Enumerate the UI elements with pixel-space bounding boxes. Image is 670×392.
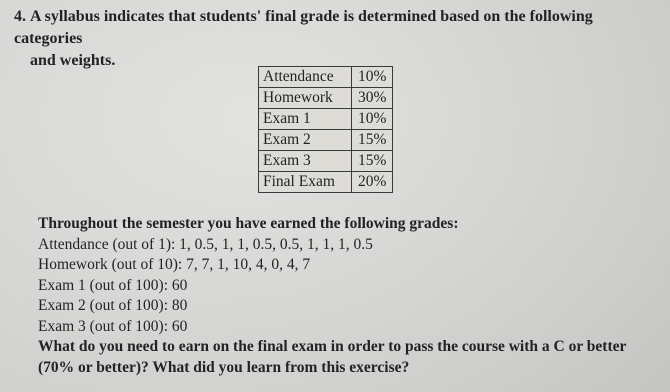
final-prompt-line2: (70% or better)? What did you learn from this exercise? xyxy=(38,358,410,376)
table-row xyxy=(259,172,393,193)
exam3-grade: Exam 3 (out of 100): 60 xyxy=(38,317,188,335)
question-text-line1: A syllabus indicates that students' final grade is determined based on the following categories xyxy=(14,8,593,47)
weight-cell: 30% xyxy=(352,88,393,109)
attendance-grades: Attendance (out of 1): 1, 0.5, 1, 1, 0.5, 0.5, 1, 1, 1, 0.5 xyxy=(38,235,373,253)
table-row xyxy=(259,109,393,130)
weights-table xyxy=(258,66,393,193)
homework-grades: Homework (out of 10): 7, 7, 1, 10, 4, 0, 4, 7 xyxy=(38,256,311,273)
grades-section xyxy=(38,214,662,378)
category-cell: Exam 2 xyxy=(259,130,352,151)
category-cell: Exam 1 xyxy=(259,109,352,130)
question-heading xyxy=(14,6,664,72)
final-prompt-line1: What do you need to earn on the final exam in order to pass the course with a C or better xyxy=(38,338,627,355)
exam2-grade: Exam 2 (out of 100): 80 xyxy=(38,297,188,314)
weight-cell: 10% xyxy=(352,67,393,88)
question-number: 4. xyxy=(14,8,26,25)
weight-cell: 15% xyxy=(352,151,393,172)
category-cell: Homework xyxy=(259,88,352,109)
question-text-line2: and weights. xyxy=(30,52,116,69)
table-row xyxy=(259,67,393,88)
category-cell: Exam 3 xyxy=(259,151,352,172)
weight-cell: 15% xyxy=(352,130,393,151)
exam1-grade: Exam 1 (out of 100): 60 xyxy=(38,276,188,294)
table-row xyxy=(259,130,393,151)
weight-cell: 10% xyxy=(352,109,393,130)
table-row xyxy=(259,88,393,109)
category-cell: Final Exam xyxy=(259,172,352,193)
grades-intro: Throughout the semester you have earned the following grades: xyxy=(38,215,459,232)
category-cell: Attendance xyxy=(259,67,352,88)
weight-cell: 20% xyxy=(352,172,393,193)
table-row xyxy=(259,151,393,172)
